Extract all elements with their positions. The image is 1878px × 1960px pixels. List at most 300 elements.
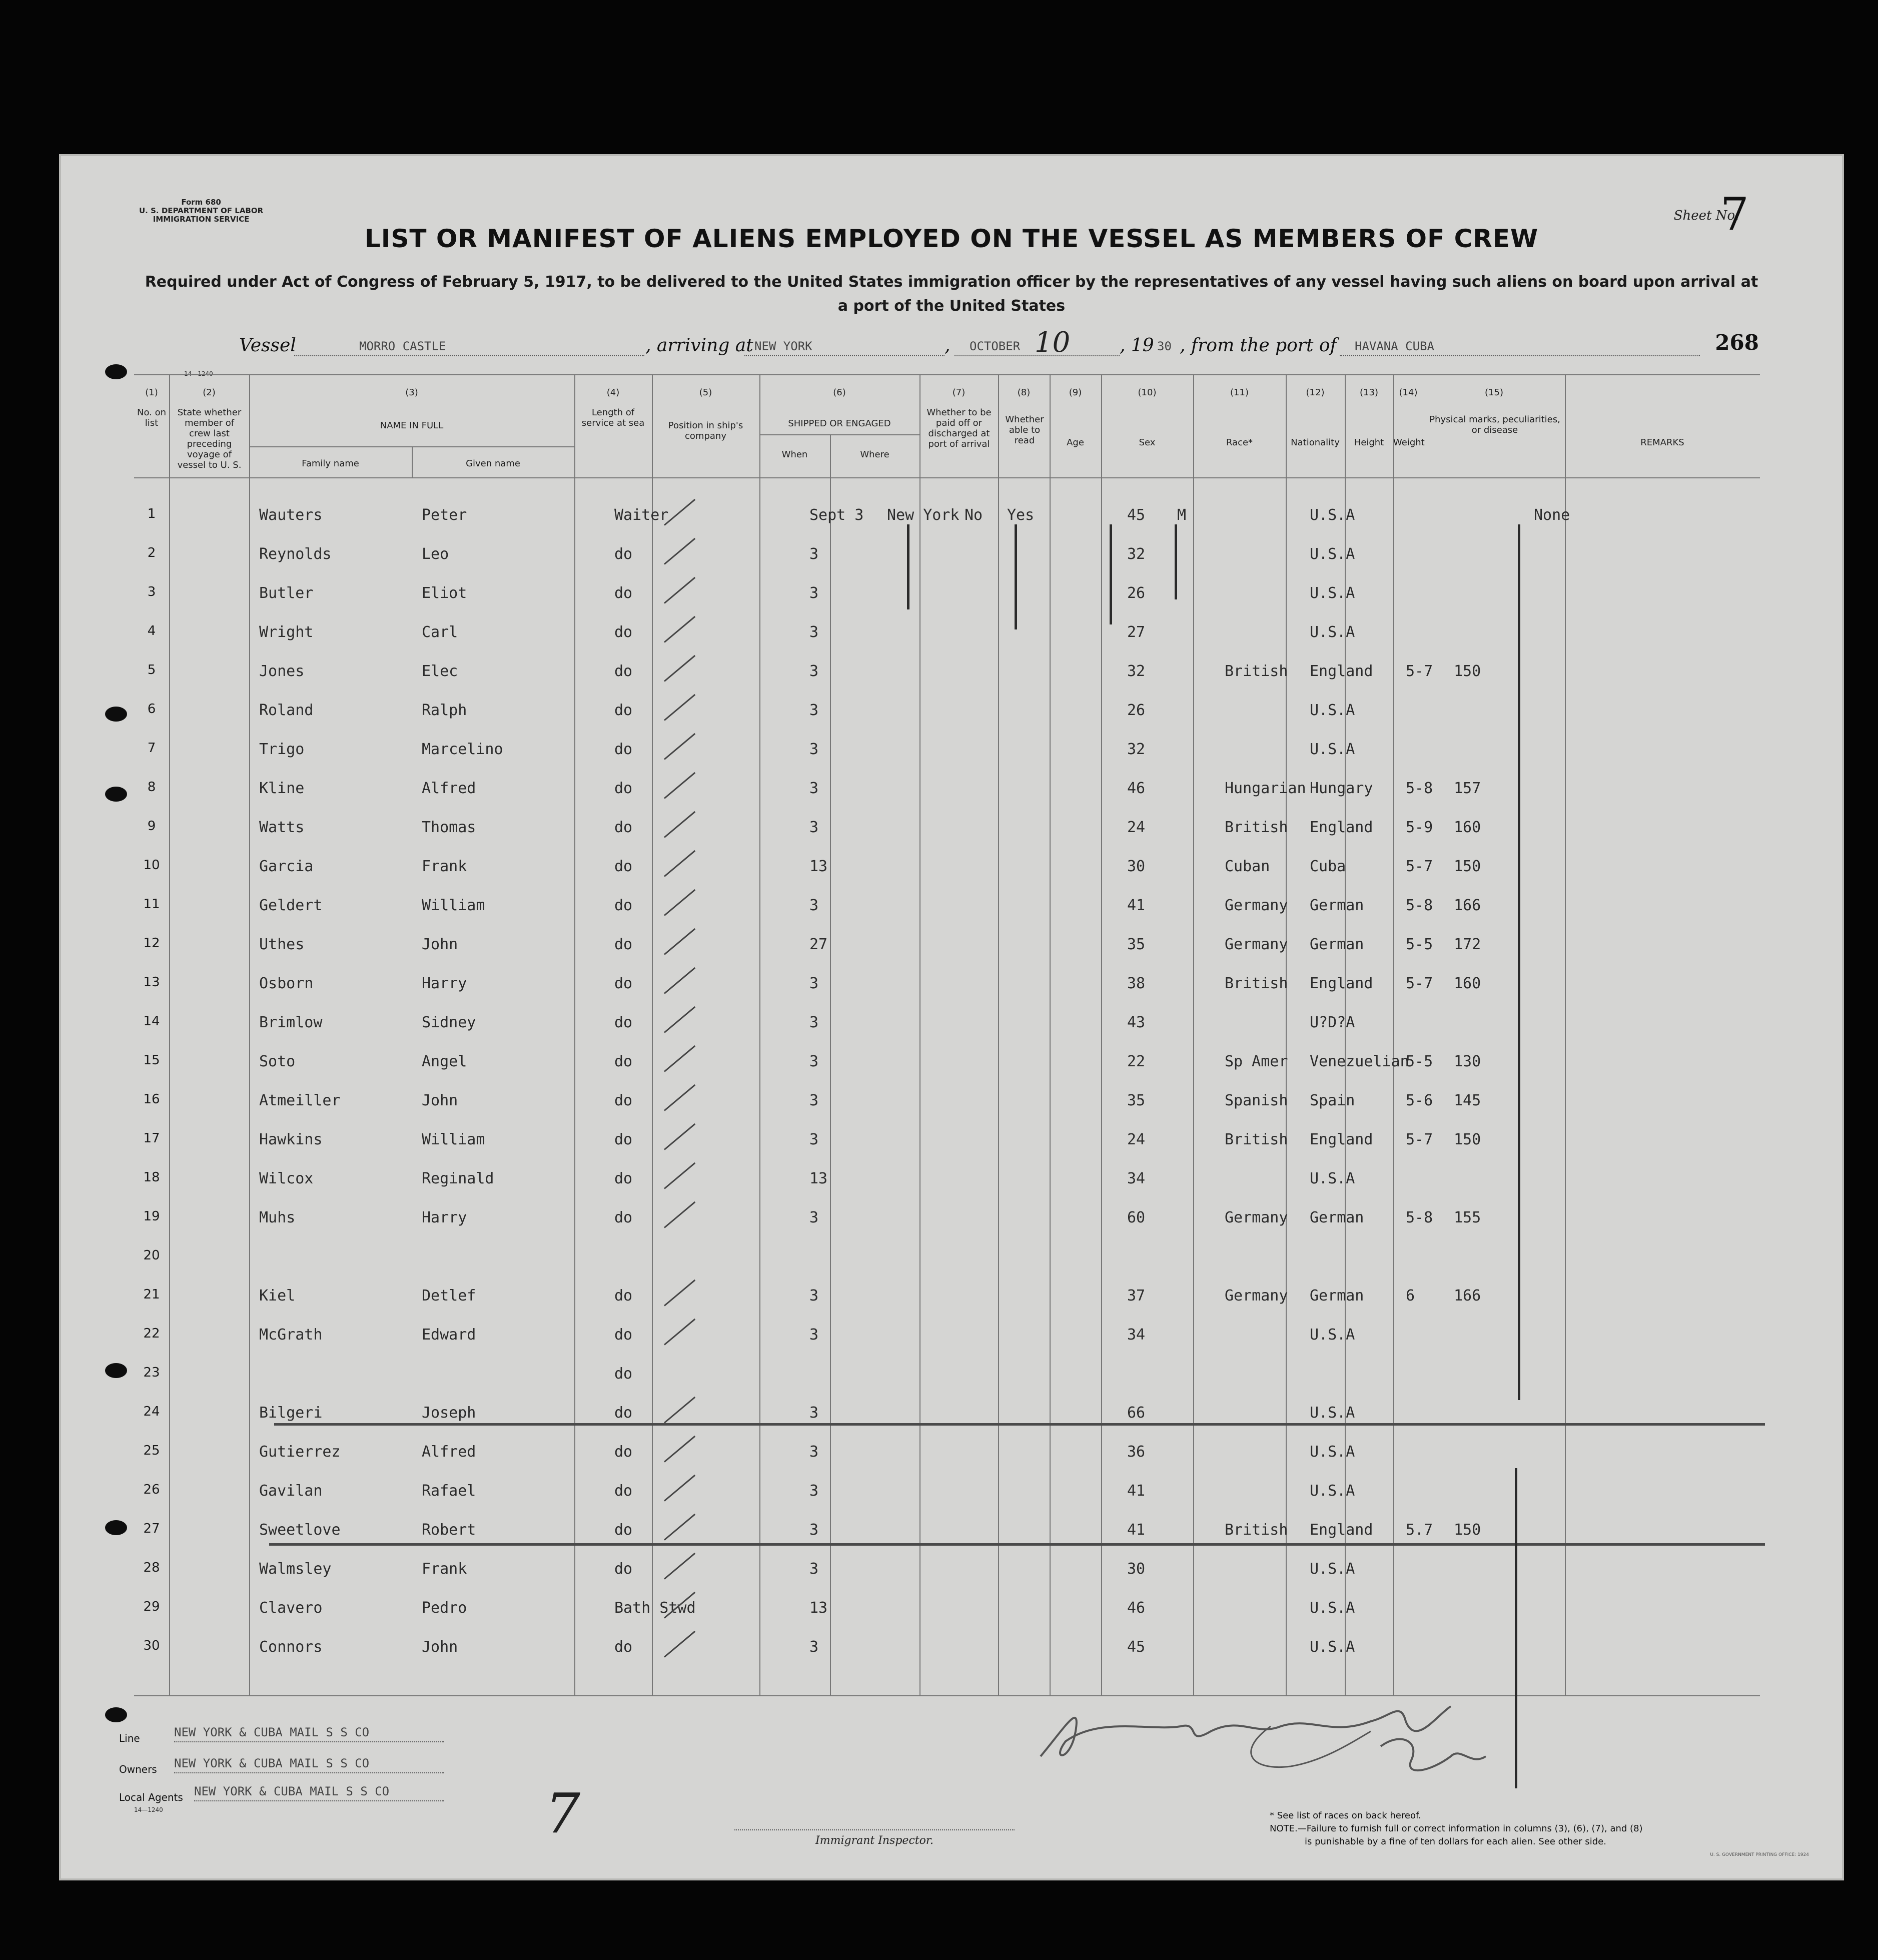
cell-given: Angel bbox=[422, 1053, 467, 1070]
cell-when: 3 bbox=[809, 1638, 819, 1656]
ditto-mark bbox=[907, 524, 909, 609]
row-number: 2 bbox=[147, 545, 156, 560]
cell-given: Sidney bbox=[422, 1014, 476, 1031]
cell-family: Osborn bbox=[259, 975, 314, 992]
cell-nationality: England bbox=[1310, 663, 1373, 680]
cell-weight: 145 bbox=[1454, 1092, 1481, 1109]
vessel-label: Vessel bbox=[239, 335, 296, 356]
table-row bbox=[134, 533, 1760, 572]
cell-height: 6 bbox=[1406, 1287, 1415, 1304]
check-mark bbox=[664, 655, 695, 682]
header-position: Position in ship's company bbox=[668, 420, 743, 441]
table-row bbox=[134, 924, 1760, 963]
header-shipped: SHIPPED OR ENGAGED bbox=[788, 418, 891, 429]
cell-height: 5-8 bbox=[1406, 1209, 1433, 1226]
cell-race: Germany bbox=[1225, 897, 1288, 914]
row-number: 1 bbox=[147, 506, 156, 521]
cell-position: do bbox=[614, 936, 633, 953]
cell-age: 26 bbox=[1127, 584, 1146, 602]
check-mark bbox=[664, 811, 695, 838]
inspector-signature bbox=[1021, 1671, 1551, 1791]
table-row bbox=[134, 1041, 1760, 1080]
cell-when: 3 bbox=[809, 741, 819, 758]
sheet-number-label: Sheet No. bbox=[1673, 208, 1739, 223]
cell-marks: None bbox=[1534, 506, 1570, 524]
table-row bbox=[134, 768, 1760, 807]
cell-nationality: England bbox=[1310, 975, 1373, 992]
row-number: 29 bbox=[143, 1599, 160, 1614]
check-mark bbox=[664, 1553, 695, 1580]
cell-family: Watts bbox=[259, 819, 305, 836]
header-physical-marks: Physical marks, peculiarities, or disease bbox=[1429, 414, 1560, 435]
cell-when: 3 bbox=[809, 663, 819, 680]
table-row bbox=[134, 807, 1760, 846]
punch-hole bbox=[105, 1363, 127, 1378]
header-sex: Sex bbox=[1139, 437, 1156, 448]
row-number: 7 bbox=[147, 741, 156, 756]
cell-when: 3 bbox=[809, 623, 819, 641]
cell-family: Geldert bbox=[259, 897, 323, 914]
header-able-read: Whether able to read bbox=[1005, 414, 1044, 446]
cell-family: McGrath bbox=[259, 1326, 323, 1344]
cell-age: 38 bbox=[1127, 975, 1146, 992]
cell-nationality: U?D?A bbox=[1310, 1014, 1355, 1031]
cell-position: do bbox=[614, 1209, 633, 1226]
cell-given: Robert bbox=[422, 1521, 476, 1539]
manifest-footer bbox=[59, 1709, 1844, 1879]
row-number: 26 bbox=[143, 1482, 160, 1497]
cell-position: Bath Stwd bbox=[614, 1599, 696, 1617]
cell-age: 41 bbox=[1127, 1521, 1146, 1539]
check-mark bbox=[664, 1631, 695, 1658]
cell-race: Germany bbox=[1225, 1209, 1288, 1226]
row-number: 11 bbox=[143, 897, 160, 912]
row-number: 25 bbox=[143, 1443, 160, 1458]
table-row bbox=[134, 650, 1760, 690]
cell-height: 5-7 bbox=[1406, 663, 1433, 680]
table-row bbox=[134, 1080, 1760, 1119]
table-row bbox=[134, 1236, 1760, 1275]
cell-age: 30 bbox=[1127, 858, 1146, 875]
cell-given: Joseph bbox=[422, 1404, 476, 1422]
cell-family: Connors bbox=[259, 1638, 323, 1656]
table-row bbox=[134, 611, 1760, 650]
cell-height: 5-8 bbox=[1406, 780, 1433, 797]
cell-age: 46 bbox=[1127, 1599, 1146, 1617]
cell-given: Carl bbox=[422, 623, 458, 641]
cell-nationality: U.S.A bbox=[1310, 1482, 1355, 1500]
cell-when: Sept 3 bbox=[809, 506, 864, 524]
row-number: 27 bbox=[143, 1521, 160, 1536]
row-number: 3 bbox=[147, 584, 156, 599]
cell-when: 13 bbox=[809, 1170, 828, 1187]
check-mark bbox=[664, 616, 695, 643]
check-mark bbox=[664, 1397, 695, 1424]
cell-race: Sp Amer bbox=[1225, 1053, 1288, 1070]
cell-position: do bbox=[614, 1131, 633, 1148]
cell-age: 22 bbox=[1127, 1053, 1146, 1070]
cell-nationality: England bbox=[1310, 1521, 1373, 1539]
cell-age: 41 bbox=[1127, 897, 1146, 914]
ditto-mark bbox=[1175, 524, 1177, 599]
cell-age: 26 bbox=[1127, 702, 1146, 719]
cell-position: do bbox=[614, 1326, 633, 1344]
cell-weight: 130 bbox=[1454, 1053, 1481, 1070]
line-value: NEW YORK & CUBA MAIL S S CO bbox=[174, 1725, 370, 1739]
agents-value: NEW YORK & CUBA MAIL S S CO bbox=[194, 1784, 390, 1798]
cell-weight: 160 bbox=[1454, 975, 1481, 992]
cell-weight: 157 bbox=[1454, 780, 1481, 797]
cell-position: do bbox=[614, 1482, 633, 1500]
arrival-day: 10 bbox=[1035, 326, 1071, 359]
cell-when: 3 bbox=[809, 584, 819, 602]
crew-table: (1) (2) (3) (4) (5) (6) (7) (8) (9) (10) (11) (12) (13) (14) (15) No. on list State whether member of crew last preceding voyage of vessel to U. S. NAME IN FULL Family name Given name Length of service at sea Position in ship's company SHIPPED OR ENGAGED When Where Whether to be paid off or discharged at port of arrival Whether able to read Age Sex Race* Nationality Height Weight Physical marks, peculiarities, or disease REMARKS 1 Wauters Peter Waiter Sept 3 New York No Yes 45 M U.S.A None 2 Reynolds Leo do 3 32 U.S.A 3 Butler Eliot do 3 26 U.S.A 4 Wright Carl do 3 27 U.S.A 5 Jones Elec do 3 32 British England 5-7 150 6 Roland Ralph do 3 26 U.S.A 7 Trigo Marcelino do 3 32 U.S.A 8 Kline Alfred do 3 46 Hungarian Hungary 5-8 157 9 Watts Thomas do 3 24 British England 5-9 160 10 Garcia Frank do 13 30 Cuban Cuba 5-7 150 11 Geldert William do 3 41 Germany German 5-8 166 12 Uthes John do 27 35 Germany German 5-5 172 13 Osborn Harry do 3 38 British England 5-7 160 14 Brimlow Sidney do 3 43 U?D?A 15 Soto Angel do 3 22 Sp Amer Venezuelian 5-5 130 16 Atmeiller John do 3 35 Spanish Spain 5-6 145 17 Hawkins William do 3 24 British England 5-7 150 18 Wilcox Reginald do 13 34 U.S.A 19 Muhs Harry do 3 60 Germany German 5-8 155 20 21 Kiel Detlef do 3 37 Germany German 6 166 22 McGrath Edward do 3 34 U.S.A 23 do 24 Bilgeri Joseph do 3 66 U.S.A 25 Gutierrez Alfred do 3 36 U.S.A 26 Gavilan Rafael do 3 41 U.S.A 27 Sweetlove Robert do 3 41 British England 5.7 150 28 Walmsley Frank do 3 30 U.S.A 29 Clavero Pedro Bath Stwd 13 46 U.S.A 30 Connors John do 3 45 U.S.A bbox=[134, 374, 1760, 1695]
row-number: 24 bbox=[143, 1404, 160, 1419]
cell-age: 24 bbox=[1127, 819, 1146, 836]
check-mark bbox=[664, 928, 695, 955]
row-number: 16 bbox=[143, 1092, 160, 1107]
header-age: Age bbox=[1067, 437, 1084, 448]
table-row bbox=[134, 963, 1760, 1002]
cell-position: do bbox=[614, 1092, 633, 1109]
cell-height: 5-8 bbox=[1406, 897, 1433, 914]
cell-given: Harry bbox=[422, 1209, 467, 1226]
row-number: 23 bbox=[143, 1365, 160, 1380]
cell-family: Muhs bbox=[259, 1209, 296, 1226]
table-row bbox=[134, 1197, 1760, 1236]
year-prefix: , 19 bbox=[1120, 335, 1154, 356]
strike-line bbox=[274, 1423, 1765, 1426]
cell-given: Alfred bbox=[422, 1443, 476, 1461]
page-subtitle: Required under Act of Congress of February 5, 1917, to be delivered to the United States immigration officer by the representatives of any vessel having such aliens on board upon arrival at a port of the United States bbox=[145, 273, 1758, 315]
cell-when: 3 bbox=[809, 702, 819, 719]
cell-height: 5-6 bbox=[1406, 1092, 1433, 1109]
cell-family: Reynolds bbox=[259, 545, 332, 563]
cell-given: Harry bbox=[422, 975, 467, 992]
row-number: 19 bbox=[143, 1209, 160, 1224]
cell-when: 3 bbox=[809, 1560, 819, 1578]
cell-nationality: U.S.A bbox=[1310, 741, 1355, 758]
cell-race: Spanish bbox=[1225, 1092, 1288, 1109]
check-mark bbox=[664, 733, 695, 760]
cell-age: 60 bbox=[1127, 1209, 1146, 1226]
cell-family: Bilgeri bbox=[259, 1404, 323, 1422]
header-paid-off: Whether to be paid off or discharged at port of arrival bbox=[926, 407, 992, 449]
arriving-port: NEW YORK bbox=[754, 339, 812, 353]
cell-family: Hawkins bbox=[259, 1131, 323, 1148]
cell-age: 37 bbox=[1127, 1287, 1146, 1304]
table-row bbox=[134, 1119, 1760, 1158]
cell-given: Eliot bbox=[422, 584, 467, 602]
cell-weight: 172 bbox=[1454, 936, 1481, 953]
cell-weight: 150 bbox=[1454, 858, 1481, 875]
cell-nationality: U.S.A bbox=[1310, 584, 1355, 602]
cell-race: British bbox=[1225, 1131, 1288, 1148]
cell-when: 3 bbox=[809, 1053, 819, 1070]
ditto-mark bbox=[1015, 524, 1017, 629]
cell-position: do bbox=[614, 858, 633, 875]
vessel-name: MORRO CASTLE bbox=[359, 339, 446, 353]
cell-nationality: U.S.A bbox=[1310, 1170, 1355, 1187]
table-row bbox=[134, 690, 1760, 729]
check-mark bbox=[664, 850, 695, 877]
cell-given: John bbox=[422, 936, 458, 953]
cell-race: Germany bbox=[1225, 1287, 1288, 1304]
cell-when: 3 bbox=[809, 1287, 819, 1304]
arrival-year: 30 bbox=[1157, 339, 1172, 353]
cell-sex: M bbox=[1177, 506, 1187, 524]
cell-age: 41 bbox=[1127, 1482, 1146, 1500]
cell-paid: No bbox=[965, 506, 983, 524]
row-number: 15 bbox=[143, 1053, 160, 1068]
table-row bbox=[134, 1002, 1760, 1041]
cell-position: do bbox=[614, 975, 633, 992]
cell-position: do bbox=[614, 741, 633, 758]
row-number: 21 bbox=[143, 1287, 160, 1302]
cell-height: 5-7 bbox=[1406, 858, 1433, 875]
cell-when: 3 bbox=[809, 1521, 819, 1539]
cell-nationality: Cuba bbox=[1310, 858, 1346, 875]
cell-position: do bbox=[614, 1560, 633, 1578]
line-label: Line bbox=[119, 1732, 140, 1744]
cell-position: do bbox=[614, 584, 633, 602]
cell-nationality: U.S.A bbox=[1310, 1404, 1355, 1422]
cell-position: do bbox=[614, 545, 633, 563]
cell-given: Peter bbox=[422, 506, 467, 524]
check-mark bbox=[664, 889, 695, 916]
cell-nationality: German bbox=[1310, 1209, 1364, 1226]
row-number: 17 bbox=[143, 1131, 160, 1146]
from-port-label: , from the port of bbox=[1180, 335, 1337, 356]
table-row bbox=[134, 846, 1760, 885]
table-row bbox=[134, 1353, 1760, 1392]
cell-given: Thomas bbox=[422, 819, 476, 836]
cell-position: do bbox=[614, 1521, 633, 1539]
cell-age: 46 bbox=[1127, 780, 1146, 797]
cell-age: 32 bbox=[1127, 545, 1146, 563]
check-mark bbox=[664, 499, 695, 526]
cell-nationality: U.S.A bbox=[1310, 545, 1355, 563]
printer-imprint: U. S. GOVERNMENT PRINTING OFFICE: 1924 bbox=[1710, 1852, 1809, 1857]
cell-nationality: England bbox=[1310, 1131, 1373, 1148]
cell-weight: 155 bbox=[1454, 1209, 1481, 1226]
cell-age: 32 bbox=[1127, 663, 1146, 680]
cell-given: Pedro bbox=[422, 1599, 467, 1617]
cell-given: Elec bbox=[422, 663, 458, 680]
cell-age: 30 bbox=[1127, 1560, 1146, 1578]
cell-when: 3 bbox=[809, 1404, 819, 1422]
cell-when: 27 bbox=[809, 936, 828, 953]
cell-age: 45 bbox=[1127, 1638, 1146, 1656]
form-identifier: Form 680 U. S. DEPARTMENT OF LABOR IMMIGRATION SERVICE bbox=[139, 198, 264, 224]
header-given-name: Given name bbox=[466, 458, 520, 469]
check-mark bbox=[664, 1514, 695, 1541]
cell-height: 5.7 bbox=[1406, 1521, 1433, 1539]
cell-family: Atmeiller bbox=[259, 1092, 341, 1109]
cell-nationality: U.S.A bbox=[1310, 1638, 1355, 1656]
ditto-mark bbox=[1518, 524, 1520, 1400]
cell-position: do bbox=[614, 1053, 633, 1070]
cell-race: Hungarian bbox=[1225, 780, 1306, 797]
cell-age: 35 bbox=[1127, 936, 1146, 953]
owners-value: NEW YORK & CUBA MAIL S S CO bbox=[174, 1756, 370, 1770]
cell-family: Uthes bbox=[259, 936, 305, 953]
check-mark bbox=[664, 538, 695, 565]
cell-nationality: Spain bbox=[1310, 1092, 1355, 1109]
cell-family: Wright bbox=[259, 623, 314, 641]
cell-age: 27 bbox=[1127, 623, 1146, 641]
cell-nationality: German bbox=[1310, 1287, 1364, 1304]
cell-family: Wilcox bbox=[259, 1170, 314, 1187]
cell-position: do bbox=[614, 1287, 633, 1304]
cell-height: 5-7 bbox=[1406, 1131, 1433, 1148]
voyage-line: Vessel MORRO CASTLE , arriving at NEW YORK , OCTOBER 10 , 19 30 , from the port of HAVANA CUBA bbox=[239, 335, 1740, 360]
cell-nationality: German bbox=[1310, 897, 1364, 914]
cell-age: 32 bbox=[1127, 741, 1146, 758]
cell-given: Edward bbox=[422, 1326, 476, 1344]
header-length-service: Length of service at sea bbox=[581, 407, 645, 428]
header-no-on-list: No. on list bbox=[137, 407, 167, 428]
check-mark bbox=[664, 1084, 695, 1111]
cell-nationality: U.S.A bbox=[1310, 623, 1355, 641]
footer-notes: * See list of races on back hereof. NOTE.—Failure to furnish full or correct information in columns (3), (6), (7), and (8) is punishable by a fine of ten dollars for each alien. See other side. bbox=[1270, 1810, 1643, 1847]
owners-label: Owners bbox=[119, 1763, 157, 1775]
cell-weight: 150 bbox=[1454, 1521, 1481, 1539]
check-mark bbox=[664, 1162, 695, 1189]
form-code: 14—1240 bbox=[184, 370, 213, 377]
row-number: 18 bbox=[143, 1170, 160, 1185]
header-nationality: Nationality bbox=[1291, 437, 1340, 448]
cell-height: 5-5 bbox=[1406, 1053, 1433, 1070]
footer-form-code: 14—1240 bbox=[134, 1806, 163, 1813]
cell-position: do bbox=[614, 702, 633, 719]
cell-where: New York bbox=[887, 506, 960, 524]
cell-when: 3 bbox=[809, 1443, 819, 1461]
header-remarks: REMARKS bbox=[1640, 437, 1684, 448]
cell-nationality: U.S.A bbox=[1310, 1599, 1355, 1617]
cell-when: 3 bbox=[809, 780, 819, 797]
cell-given: Leo bbox=[422, 545, 449, 563]
cell-position: do bbox=[614, 819, 633, 836]
cell-family: Butler bbox=[259, 584, 314, 602]
check-mark bbox=[664, 1475, 695, 1502]
check-mark bbox=[664, 1436, 695, 1463]
header-name-in-full: NAME IN FULL bbox=[380, 420, 444, 431]
cell-when: 3 bbox=[809, 1131, 819, 1148]
cell-position: do bbox=[614, 1443, 633, 1461]
row-number: 4 bbox=[147, 623, 156, 638]
cell-family: Walmsley bbox=[259, 1560, 332, 1578]
cell-when: 3 bbox=[809, 1014, 819, 1031]
row-number: 12 bbox=[143, 936, 160, 951]
cell-when: 3 bbox=[809, 975, 819, 992]
table-row bbox=[134, 494, 1760, 533]
cell-position: do bbox=[614, 1365, 633, 1383]
check-mark bbox=[664, 1123, 695, 1150]
cell-age: 24 bbox=[1127, 1131, 1146, 1148]
check-mark bbox=[664, 1279, 695, 1306]
cell-nationality: U.S.A bbox=[1310, 506, 1355, 524]
cell-nationality: England bbox=[1310, 819, 1373, 836]
cell-given: Ralph bbox=[422, 702, 467, 719]
cell-family: Kiel bbox=[259, 1287, 296, 1304]
cell-when: 13 bbox=[809, 1599, 828, 1617]
check-mark bbox=[664, 1319, 695, 1346]
cell-given: John bbox=[422, 1092, 458, 1109]
check-mark bbox=[664, 772, 695, 799]
cell-position: do bbox=[614, 1638, 633, 1656]
cell-read: Yes bbox=[1007, 506, 1035, 524]
cell-nationality: Venezuelian bbox=[1310, 1053, 1409, 1070]
table-row bbox=[134, 1158, 1760, 1197]
cell-race: Germany bbox=[1225, 936, 1288, 953]
cell-race: British bbox=[1225, 975, 1288, 992]
row-number: 28 bbox=[143, 1560, 160, 1575]
table-row bbox=[134, 1314, 1760, 1353]
cell-given: Frank bbox=[422, 1560, 467, 1578]
agents-label: Local Agents bbox=[119, 1791, 183, 1803]
cell-family: Brimlow bbox=[259, 1014, 323, 1031]
row-number: 5 bbox=[147, 663, 156, 678]
cell-race: British bbox=[1225, 663, 1288, 680]
cell-race: Cuban bbox=[1225, 858, 1270, 875]
cell-family: Wauters bbox=[259, 506, 323, 524]
cell-family: Jones bbox=[259, 663, 305, 680]
header-where: Where bbox=[860, 449, 889, 460]
cell-position: do bbox=[614, 780, 633, 797]
cell-when: 3 bbox=[809, 1482, 819, 1500]
cell-weight: 160 bbox=[1454, 819, 1481, 836]
cell-family: Sweetlove bbox=[259, 1521, 341, 1539]
cell-height: 5-7 bbox=[1406, 975, 1433, 992]
cell-given: William bbox=[422, 1131, 485, 1148]
row-number: 9 bbox=[147, 819, 156, 834]
row-number: 20 bbox=[143, 1248, 160, 1263]
cell-nationality: U.S.A bbox=[1310, 1326, 1355, 1344]
cell-family: Trigo bbox=[259, 741, 305, 758]
check-mark bbox=[664, 1006, 695, 1033]
cell-given: Marcelino bbox=[422, 741, 503, 758]
manifest-sheet bbox=[59, 154, 1844, 1880]
row-number: 22 bbox=[143, 1326, 160, 1341]
cell-when: 3 bbox=[809, 1092, 819, 1109]
check-mark bbox=[664, 694, 695, 721]
cell-position: do bbox=[614, 1404, 633, 1422]
handwritten-seven: 7 bbox=[545, 1781, 580, 1845]
row-number: 6 bbox=[147, 702, 156, 717]
header-state-member: State whether member of crew last preceding voyage of vessel to U. S. bbox=[177, 407, 242, 470]
header-when: When bbox=[781, 449, 808, 460]
table-row bbox=[134, 572, 1760, 611]
cell-age: 43 bbox=[1127, 1014, 1146, 1031]
cell-position: do bbox=[614, 1170, 633, 1187]
strike-line bbox=[269, 1543, 1765, 1546]
cell-family: Clavero bbox=[259, 1599, 323, 1617]
arrival-month: OCTOBER bbox=[970, 339, 1021, 353]
row-number: 10 bbox=[143, 858, 160, 873]
cell-race: British bbox=[1225, 1521, 1288, 1539]
cell-when: 3 bbox=[809, 1209, 819, 1226]
ditto-mark bbox=[1110, 524, 1112, 624]
row-number: 8 bbox=[147, 780, 156, 795]
cell-nationality: U.S.A bbox=[1310, 1443, 1355, 1461]
cell-nationality: U.S.A bbox=[1310, 1560, 1355, 1578]
table-row bbox=[134, 1431, 1760, 1470]
cell-age: 66 bbox=[1127, 1404, 1146, 1422]
cell-age: 35 bbox=[1127, 1092, 1146, 1109]
cell-when: 3 bbox=[809, 897, 819, 914]
header-weight: Weight bbox=[1393, 437, 1425, 448]
